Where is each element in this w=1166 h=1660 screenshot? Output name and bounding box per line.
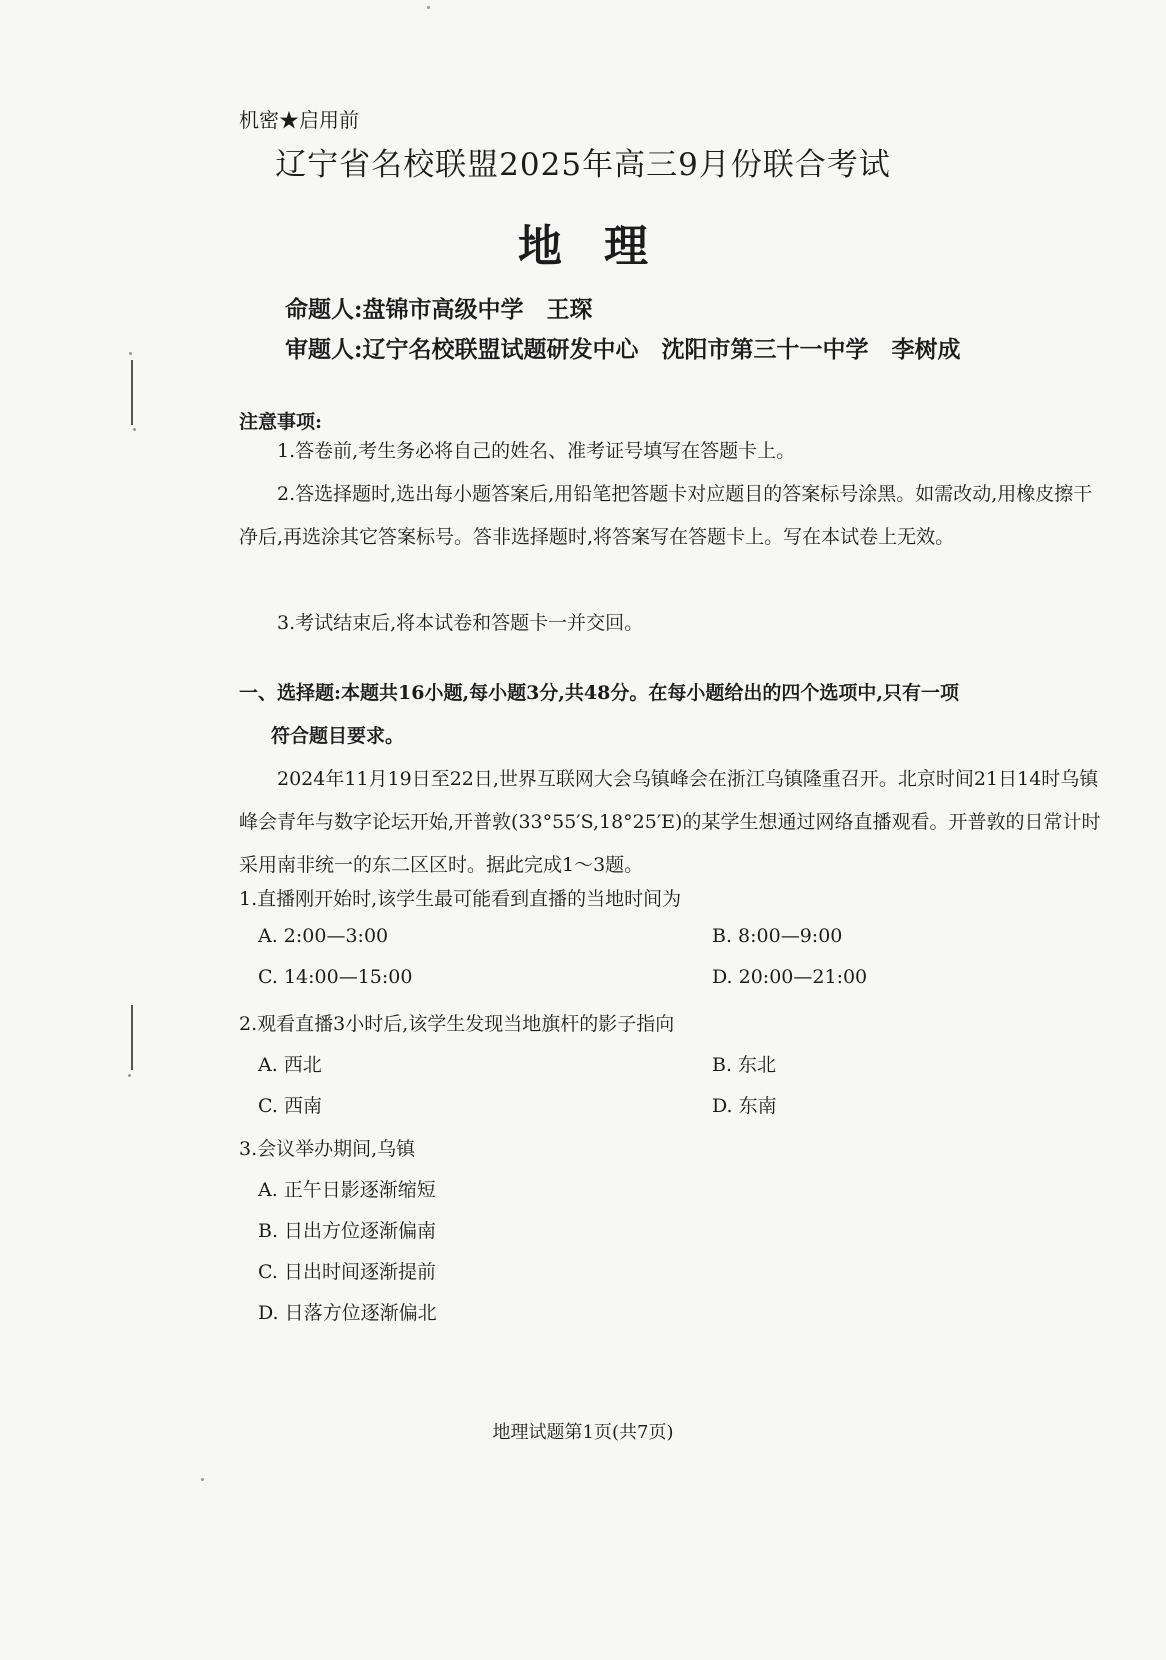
q2-option-d: D. 东南: [712, 1095, 777, 1117]
material-paragraph: 2024年11月19日至22日,世界互联网大会乌镇峰会在浙江乌镇隆重召开。北京时间21日14时乌镇峰会青年与数字论坛开始,开普敦(33°55′S,18°25′E)的某学生想通过网络直播观看。开普敦的日常计时采用南非统一的东二区区时。据此完成1～3题。: [239, 768, 1101, 876]
q2-option-b: B. 东北: [712, 1054, 777, 1076]
section-heading-line1: 一、选择题:本题共16小题,每小题3分,共48分。在每小题给出的四个选项中,只有一项: [239, 682, 959, 704]
question-2-stem: 2.观看直播3小时后,该学生发现当地旗杆的影子指向: [239, 1013, 675, 1035]
notice-item-1: 1.答卷前,考生务必将自己的姓名、准考证号填写在答题卡上。: [277, 440, 796, 462]
section-heading-line2: 符合题目要求。: [271, 725, 405, 747]
page-footer: 地理试题第1页(共7页): [492, 1422, 674, 1443]
scan-dot: [129, 352, 132, 355]
q2-option-c: C. 西南: [258, 1095, 322, 1117]
binding-mark-upper: [131, 360, 133, 425]
q3-option-a: A. 正午日影逐渐缩短: [258, 1179, 436, 1201]
exam-title: 辽宁省名校联盟2025年高三9月份联合考试: [275, 147, 891, 183]
author-line: 命题人:盘锦市高级中学 王琛: [285, 296, 593, 323]
binding-mark-lower: [131, 1005, 133, 1070]
q1-option-a: A. 2:00—3:00: [258, 925, 389, 947]
scan-dot: [133, 428, 136, 431]
q1-option-c: C. 14:00—15:00: [258, 966, 413, 988]
q3-option-b: B. 日出方位逐渐偏南: [258, 1220, 437, 1242]
reviewer-line: 审题人:辽宁名校联盟试题研发中心 沈阳市第三十一中学 李树成: [285, 336, 961, 363]
q2-option-a: A. 西北: [258, 1054, 322, 1076]
notice-heading: 注意事项:: [239, 411, 323, 433]
scan-dot: [128, 1074, 131, 1077]
notice-item-3: 3.考试结束后,将本试卷和答题卡一并交回。: [277, 612, 644, 634]
subject-title: 地理: [518, 221, 690, 272]
q1-option-d: D. 20:00—21:00: [712, 966, 868, 988]
scan-dot: [201, 1478, 204, 1481]
q3-option-d: D. 日落方位逐渐偏北: [258, 1302, 437, 1324]
q3-option-c: C. 日出时间逐渐提前: [258, 1261, 436, 1283]
q1-option-b: B. 8:00—9:00: [712, 925, 843, 947]
secret-label: 机密★启用前: [239, 108, 359, 132]
notice-item-2: 2.答选择题时,选出每小题答案后,用铅笔把答题卡对应题目的答案标号涂黑。如需改动,用橡皮擦干净后,再选涂其它答案标号。答非选择题时,将答案写在答题卡上。写在本试卷上无效。: [239, 483, 1093, 548]
scan-dot: [427, 6, 430, 9]
question-3-stem: 3.会议举办期间,乌镇: [239, 1138, 416, 1160]
section-heading: [239, 672, 1107, 758]
question-1-stem: 1.直播刚开始时,该学生最可能看到直播的当地时间为: [239, 888, 682, 910]
